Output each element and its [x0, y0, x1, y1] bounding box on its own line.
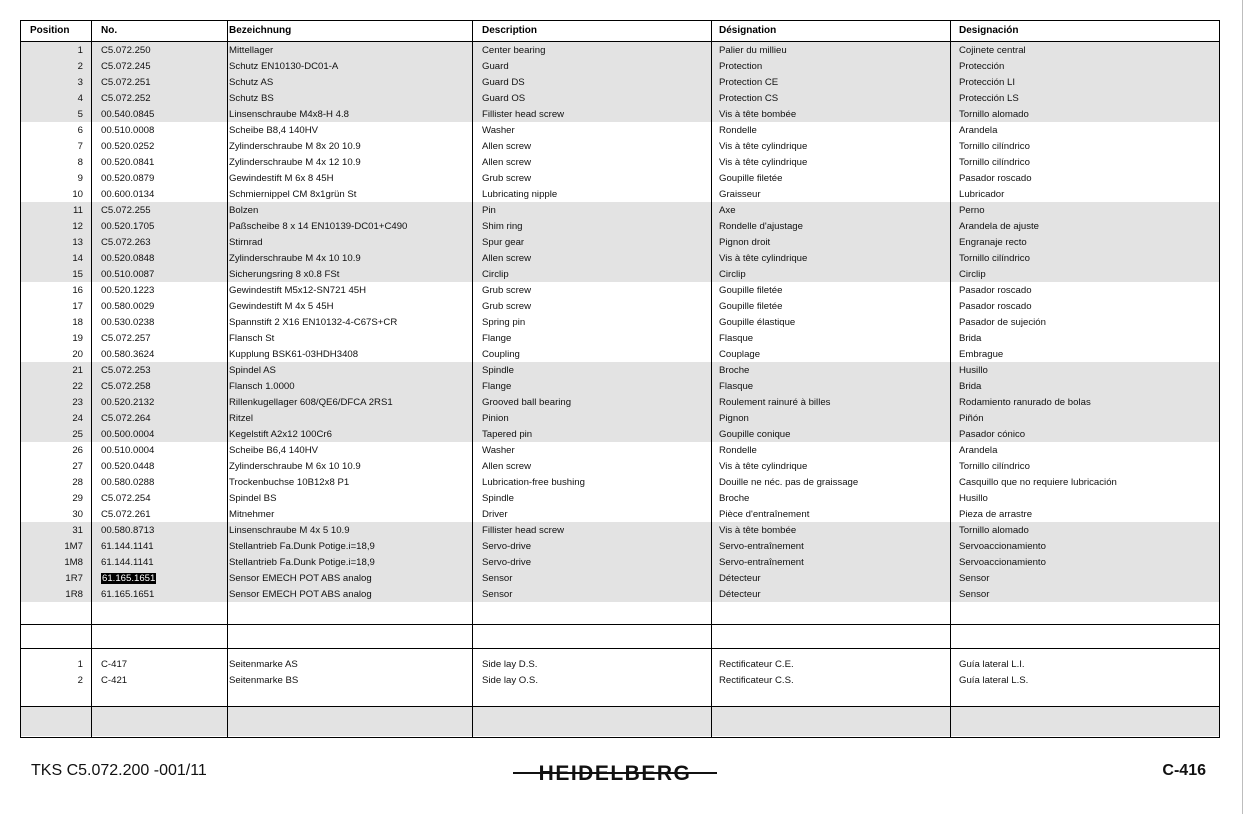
- parts-list-table: [20, 20, 1220, 738]
- bezeichnung-cell: Spannstift 2 X16 EN10132-4-C67S+CR: [229, 317, 398, 328]
- header-no: No.: [101, 25, 118, 36]
- description-cell: Grooved ball bearing: [482, 397, 572, 408]
- description-cell: Pinion: [482, 413, 509, 424]
- position-cell: 30: [72, 509, 83, 520]
- part-number-cell: 00.520.1705: [101, 221, 155, 232]
- description-cell: Sensor: [482, 589, 513, 600]
- designation-cell: Graisseur: [719, 189, 761, 200]
- designation-cell: Détecteur: [719, 573, 761, 584]
- description-cell: Allen screw: [482, 253, 532, 264]
- table-row: [21, 331, 1219, 347]
- designacion-cell: Tornillo cilíndrico: [959, 461, 1030, 472]
- bezeichnung-cell: Ritzel: [229, 413, 253, 424]
- table-row: [21, 315, 1219, 331]
- position-cell: 1: [77, 45, 83, 56]
- designation-cell: Pièce d'entraînement: [719, 509, 810, 520]
- designation-cell: Douille ne néc. pas de graissage: [719, 477, 859, 488]
- description-cell: Spindle: [482, 493, 515, 504]
- table-row: [21, 475, 1219, 491]
- part-number-cell: C5.072.263: [101, 237, 151, 248]
- description-cell: Fillister head screw: [482, 525, 565, 536]
- description-cell: Spring pin: [482, 317, 526, 328]
- designation-cell: Protection CE: [719, 77, 779, 88]
- bezeichnung-cell: Schmiernippel CM 8x1grün St: [229, 189, 357, 200]
- description-cell: Circlip: [482, 269, 509, 280]
- section-rule: [21, 648, 1219, 649]
- designation-cell: Goupille filetée: [719, 285, 783, 296]
- designation-cell: Flasque: [719, 381, 754, 392]
- part-number-cell: 00.600.0134: [101, 189, 155, 200]
- designation-cell: Vis à tête bombée: [719, 109, 797, 120]
- bezeichnung-cell: Sicherungsring 8 x0.8 FSt: [229, 269, 340, 280]
- part-number-cell: C5.072.245: [101, 61, 151, 72]
- position-cell: 3: [77, 77, 83, 88]
- description-cell: Grub screw: [482, 285, 532, 296]
- part-number-cell: 00.580.8713: [101, 525, 155, 536]
- table-row: [21, 673, 1219, 689]
- description-cell: Flange: [482, 381, 512, 392]
- bezeichnung-cell: Zylinderschraube M 4x 12 10.9: [229, 157, 361, 168]
- bezeichnung-cell: Kupplung BSK61-03HDH3408: [229, 349, 359, 360]
- designacion-cell: Tornillo cilíndrico: [959, 141, 1030, 152]
- designacion-cell: Protección: [959, 61, 1005, 72]
- part-number-cell: C5.072.264: [101, 413, 151, 424]
- designacion-cell: Piñón: [959, 413, 984, 424]
- part-number-cell: 00.510.0004: [101, 445, 155, 456]
- description-cell: Lubrication-free bushing: [482, 477, 585, 488]
- position-cell: 15: [72, 269, 83, 280]
- table-row: [21, 203, 1219, 219]
- position-cell: 1M7: [64, 541, 83, 552]
- heidelberg-logo-icon: [505, 758, 725, 788]
- table-row: [21, 187, 1219, 203]
- table-row: [21, 251, 1219, 267]
- table-row: [21, 411, 1219, 427]
- position-cell: 1R7: [65, 573, 83, 584]
- table-row: [21, 363, 1219, 379]
- part-number-cell: C-417: [101, 659, 128, 670]
- designation-cell: Broche: [719, 365, 750, 376]
- bezeichnung-cell: Mitnehmer: [229, 509, 275, 520]
- part-number-cell: 00.520.1223: [101, 285, 155, 296]
- bezeichnung-cell: Linsenschraube M4x8-H 4.8: [229, 109, 349, 120]
- table-row: [21, 571, 1219, 587]
- designacion-cell: Sensor: [959, 573, 990, 584]
- designacion-cell: Lubricador: [959, 189, 1005, 200]
- description-cell: Pin: [482, 205, 496, 216]
- position-cell: 17: [72, 301, 83, 312]
- position-cell: 24: [72, 413, 83, 424]
- designacion-cell: Brida: [959, 381, 982, 392]
- description-cell: Fillister head screw: [482, 109, 565, 120]
- designation-cell: Protection: [719, 61, 763, 72]
- table-row: [21, 459, 1219, 475]
- bezeichnung-cell: Stirnrad: [229, 237, 263, 248]
- designacion-cell: Tornillo cilíndrico: [959, 253, 1030, 264]
- heidelberg-logo: [505, 758, 725, 788]
- designacion-cell: Cojinete central: [959, 45, 1026, 56]
- part-number-cell: C5.072.261: [101, 509, 151, 520]
- bezeichnung-cell: Flansch St: [229, 333, 275, 344]
- description-cell: Servo-drive: [482, 541, 532, 552]
- designation-cell: Flasque: [719, 333, 754, 344]
- position-cell: 13: [72, 237, 83, 248]
- position-cell: 25: [72, 429, 83, 440]
- position-cell: 10: [72, 189, 83, 200]
- designation-cell: Vis à tête cylindrique: [719, 141, 808, 152]
- header-rule: [21, 41, 1219, 42]
- table-row: [21, 657, 1219, 673]
- designacion-cell: Protección LI: [959, 77, 1015, 88]
- table-row: [21, 43, 1219, 59]
- position-cell: 19: [72, 333, 83, 344]
- table-row: [21, 539, 1219, 555]
- table-row: [21, 299, 1219, 315]
- designation-cell: Circlip: [719, 269, 746, 280]
- bezeichnung-cell: Bolzen: [229, 205, 259, 216]
- part-number-cell: 61.165.1651: [101, 589, 155, 600]
- designation-cell: Goupille élastique: [719, 317, 796, 328]
- designacion-cell: Brida: [959, 333, 982, 344]
- designacion-cell: Arandela de ajuste: [959, 221, 1040, 232]
- bezeichnung-cell: Seitenmarke BS: [229, 675, 299, 686]
- designacion-cell: Pasador roscado: [959, 285, 1032, 296]
- designacion-cell: Guía lateral L.S.: [959, 675, 1029, 686]
- table-row: [21, 107, 1219, 123]
- designation-cell: Rectificateur C.S.: [719, 675, 794, 686]
- designacion-cell: Servoaccionamiento: [959, 557, 1046, 568]
- designation-cell: Vis à tête bombée: [719, 525, 797, 536]
- designation-cell: Rondelle: [719, 445, 757, 456]
- designacion-cell: Guía lateral L.I.: [959, 659, 1025, 670]
- bezeichnung-cell: Gewindestift M5x12-SN721 45H: [229, 285, 367, 296]
- part-number-cell: 00.510.0008: [101, 125, 155, 136]
- position-cell: 20: [72, 349, 83, 360]
- header-description: Description: [482, 25, 538, 36]
- position-cell: 1M8: [64, 557, 83, 568]
- description-cell: Center bearing: [482, 45, 546, 56]
- position-cell: 12: [72, 221, 83, 232]
- designacion-cell: Arandela: [959, 445, 998, 456]
- bezeichnung-cell: Flansch 1.0000: [229, 381, 295, 392]
- description-cell: Sensor: [482, 573, 513, 584]
- description-cell: Washer: [482, 125, 515, 136]
- designation-cell: Couplage: [719, 349, 761, 360]
- bezeichnung-cell: Stellantrieb Fa.Dunk Potige.i=18,9: [229, 557, 375, 568]
- page-edge: [1242, 0, 1243, 814]
- table-row: [21, 91, 1219, 107]
- designation-cell: Servo-entraînement: [719, 541, 804, 552]
- bezeichnung-cell: Rillenkugellager 608/QE6/DFCA 2RS1: [229, 397, 393, 408]
- designacion-cell: Pasador de sujeción: [959, 317, 1046, 328]
- description-cell: Spindle: [482, 365, 515, 376]
- table-row: [21, 235, 1219, 251]
- bezeichnung-cell: Sensor EMECH POT ABS analog: [229, 573, 372, 584]
- header-position: Position: [30, 25, 70, 36]
- description-cell: Washer: [482, 445, 515, 456]
- bezeichnung-cell: Trockenbuchse 10B12x8 P1: [229, 477, 350, 488]
- description-cell: Flange: [482, 333, 512, 344]
- designation-cell: Axe: [719, 205, 736, 216]
- part-number-cell: 00.580.3624: [101, 349, 155, 360]
- designacion-cell: Husillo: [959, 365, 988, 376]
- designation-cell: Goupille filetée: [719, 173, 783, 184]
- brand-wordmark: HEIDELBERG: [538, 762, 692, 785]
- part-number-cell: C5.072.250: [101, 45, 151, 56]
- bezeichnung-cell: Sensor EMECH POT ABS analog: [229, 589, 372, 600]
- designacion-cell: Pasador cónico: [959, 429, 1026, 440]
- designacion-cell: Embrague: [959, 349, 1004, 360]
- position-cell: 1R8: [65, 589, 83, 600]
- designacion-cell: Circlip: [959, 269, 986, 280]
- position-cell: 23: [72, 397, 83, 408]
- bezeichnung-cell: Zylinderschraube M 8x 20 10.9: [229, 141, 361, 152]
- header-bezeichnung: Bezeichnung: [229, 25, 292, 36]
- bezeichnung-cell: Mittellager: [229, 45, 274, 56]
- position-cell: 14: [72, 253, 83, 264]
- section-rule: [21, 706, 1219, 707]
- selected-text-highlight[interactable]: 61.165.1651: [102, 573, 156, 584]
- table-row: [21, 283, 1219, 299]
- bezeichnung-cell: Schutz EN10130-DC01-A: [229, 61, 339, 72]
- position-cell: 6: [77, 125, 83, 136]
- part-number-cell: 00.580.0029: [101, 301, 155, 312]
- position-cell: 9: [77, 173, 83, 184]
- position-cell: 28: [72, 477, 83, 488]
- bezeichnung-cell: Paßscheibe 8 x 14 EN10139-DC01+C490: [229, 221, 408, 232]
- bezeichnung-cell: Kegelstift A2x12 100Cr6: [229, 429, 332, 440]
- position-cell: 22: [72, 381, 83, 392]
- designacion-cell: Tornillo alomado: [959, 525, 1029, 536]
- description-cell: Spur gear: [482, 237, 525, 248]
- part-number-cell: 00.520.0252: [101, 141, 155, 152]
- part-number-cell: 00.520.0848: [101, 253, 155, 264]
- description-cell: Side lay D.S.: [482, 659, 538, 670]
- table-row: [21, 171, 1219, 187]
- bezeichnung-cell: Zylinderschraube M 4x 10 10.9: [229, 253, 361, 264]
- bezeichnung-cell: Schutz BS: [229, 93, 274, 104]
- description-cell: Tapered pin: [482, 429, 533, 440]
- part-number-cell: C5.072.252: [101, 93, 151, 104]
- designation-cell: Broche: [719, 493, 750, 504]
- designation-cell: Pignon: [719, 413, 749, 424]
- designacion-cell: Casquillo que no requiere lubricación: [959, 477, 1117, 488]
- designacion-cell: Sensor: [959, 589, 990, 600]
- description-cell: Driver: [482, 509, 508, 520]
- position-cell: 5: [77, 109, 83, 120]
- designation-cell: Rondelle d'ajustage: [719, 221, 803, 232]
- description-cell: Grub screw: [482, 173, 532, 184]
- description-cell: Guard DS: [482, 77, 525, 88]
- table-row: [21, 123, 1219, 139]
- designacion-cell: Pasador roscado: [959, 173, 1032, 184]
- bezeichnung-cell: Schutz AS: [229, 77, 274, 88]
- table-row: [21, 395, 1219, 411]
- table-row: [21, 59, 1219, 75]
- part-number-cell: C5.072.254: [101, 493, 151, 504]
- table-row: [21, 443, 1219, 459]
- position-cell: 26: [72, 445, 83, 456]
- part-number-cell: 00.520.2132: [101, 397, 155, 408]
- position-cell: 16: [72, 285, 83, 296]
- description-cell: Guard OS: [482, 93, 526, 104]
- designacion-cell: Arandela: [959, 125, 998, 136]
- header-designacion: Designación: [959, 25, 1019, 36]
- description-cell: Side lay O.S.: [482, 675, 538, 686]
- designacion-cell: Protección LS: [959, 93, 1019, 104]
- description-cell: Coupling: [482, 349, 520, 360]
- bezeichnung-cell: Zylinderschraube M 6x 10 10.9: [229, 461, 361, 472]
- position-cell: 31: [72, 525, 83, 536]
- designation-cell: Palier du millieu: [719, 45, 787, 56]
- position-cell: 21: [72, 365, 83, 376]
- part-number-cell: C5.072.251: [101, 77, 151, 88]
- shade-band: [21, 706, 1219, 736]
- description-cell: Allen screw: [482, 157, 532, 168]
- designation-cell: Vis à tête cylindrique: [719, 253, 808, 264]
- designation-cell: Roulement rainuré à billes: [719, 397, 831, 408]
- table-row: [21, 491, 1219, 507]
- description-cell: Shim ring: [482, 221, 523, 232]
- designation-cell: Rondelle: [719, 125, 757, 136]
- part-number-cell: [101, 571, 229, 587]
- document-reference: TKS C5.072.200 -001/11: [31, 762, 207, 779]
- table-row: [21, 427, 1219, 443]
- designation-cell: Goupille filetée: [719, 301, 783, 312]
- position-cell: 8: [77, 157, 83, 168]
- bezeichnung-cell: Linsenschraube M 4x 5 10.9: [229, 525, 350, 536]
- bezeichnung-cell: Gewindestift M 4x 5 45H: [229, 301, 334, 312]
- designation-cell: Servo-entraînement: [719, 557, 804, 568]
- table-row: [21, 219, 1219, 235]
- position-cell: 11: [73, 205, 83, 216]
- table-header: [21, 21, 1219, 41]
- designation-cell: Goupille conique: [719, 429, 791, 440]
- designacion-cell: Pieza de arrastre: [959, 509, 1033, 520]
- table-row: [21, 267, 1219, 283]
- designacion-cell: Tornillo cilíndrico: [959, 157, 1030, 168]
- part-number-cell: 61.144.1141: [101, 557, 154, 568]
- position-cell: 1: [77, 659, 83, 670]
- designation-cell: Protection CS: [719, 93, 779, 104]
- designation-cell: Rectificateur C.E.: [719, 659, 794, 670]
- designation-cell: Pignon droit: [719, 237, 771, 248]
- table-row: [21, 379, 1219, 395]
- table-row: [21, 75, 1219, 91]
- bezeichnung-cell: Stellantrieb Fa.Dunk Potige.i=18,9: [229, 541, 375, 552]
- bezeichnung-cell: Gewindestift M 6x 8 45H: [229, 173, 334, 184]
- position-cell: 27: [72, 461, 83, 472]
- section-rule: [21, 624, 1219, 625]
- part-number-cell: 00.580.0288: [101, 477, 155, 488]
- table-row: [21, 507, 1219, 523]
- designation-cell: Vis à tête cylindrique: [719, 461, 808, 472]
- designacion-cell: Pasador roscado: [959, 301, 1032, 312]
- description-cell: Allen screw: [482, 141, 532, 152]
- position-cell: 2: [77, 61, 83, 72]
- part-number-cell: C5.072.257: [101, 333, 151, 344]
- part-number-cell: 00.520.0879: [101, 173, 155, 184]
- part-number-cell: 61.144.1141: [101, 541, 154, 552]
- part-number-cell: 00.520.0841: [101, 157, 155, 168]
- part-number-cell: C5.072.258: [101, 381, 151, 392]
- position-cell: 29: [72, 493, 83, 504]
- designation-cell: Vis à tête cylindrique: [719, 157, 808, 168]
- part-number-cell: 00.530.0238: [101, 317, 155, 328]
- designacion-cell: Engranaje recto: [959, 237, 1027, 248]
- header-designation: Désignation: [719, 25, 777, 36]
- table-row: [21, 587, 1219, 603]
- part-number-cell: C5.072.253: [101, 365, 151, 376]
- table-row: [21, 139, 1219, 155]
- position-cell: 2: [77, 675, 83, 686]
- bezeichnung-cell: Spindel AS: [229, 365, 276, 376]
- page-reference: C-416: [1162, 762, 1206, 779]
- position-cell: 7: [77, 141, 83, 152]
- designacion-cell: Rodamiento ranurado de bolas: [959, 397, 1091, 408]
- position-cell: 4: [77, 93, 83, 104]
- table-row: [21, 347, 1219, 363]
- part-number-cell: 00.500.0004: [101, 429, 155, 440]
- description-cell: Allen screw: [482, 461, 532, 472]
- designacion-cell: Perno: [959, 205, 985, 216]
- position-cell: 18: [72, 317, 83, 328]
- designacion-cell: Servoaccionamiento: [959, 541, 1046, 552]
- part-number-cell: 00.510.0087: [101, 269, 155, 280]
- part-number-cell: C-421: [101, 675, 128, 686]
- part-number-cell: 00.520.0448: [101, 461, 155, 472]
- designation-cell: Détecteur: [719, 589, 761, 600]
- designacion-cell: Tornillo alomado: [959, 109, 1029, 120]
- table-row: [21, 555, 1219, 571]
- bezeichnung-cell: Seitenmarke AS: [229, 659, 298, 670]
- table-row: [21, 155, 1219, 171]
- description-cell: Grub screw: [482, 301, 532, 312]
- part-number-cell: C5.072.255: [101, 205, 151, 216]
- designacion-cell: Husillo: [959, 493, 988, 504]
- bezeichnung-cell: Scheibe B6,4 140HV: [229, 445, 319, 456]
- description-cell: Guard: [482, 61, 509, 72]
- description-cell: Lubricating nipple: [482, 189, 558, 200]
- part-number-cell: 00.540.0845: [101, 109, 155, 120]
- description-cell: Servo-drive: [482, 557, 532, 568]
- bezeichnung-cell: Scheibe B8,4 140HV: [229, 125, 319, 136]
- bezeichnung-cell: Spindel BS: [229, 493, 277, 504]
- table-row: [21, 523, 1219, 539]
